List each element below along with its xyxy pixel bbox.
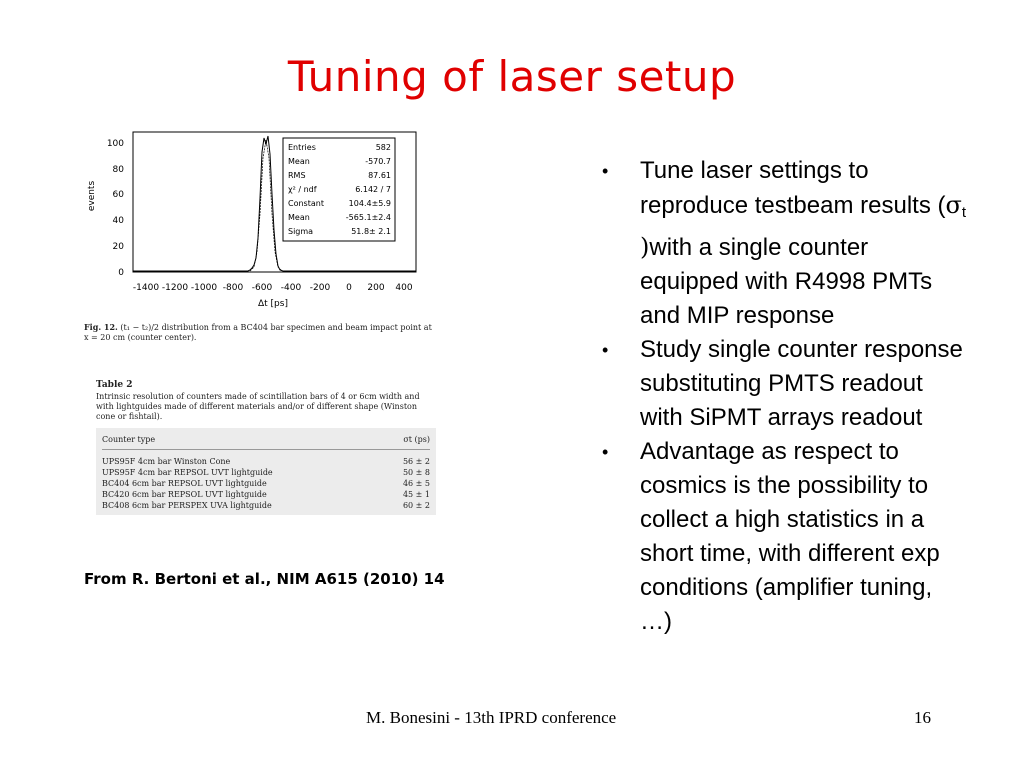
col-counter-type: Counter type bbox=[102, 435, 156, 444]
x-tick: -1400 bbox=[132, 283, 160, 293]
x-tick: 200 bbox=[367, 283, 385, 293]
cell-sigma: 56 ± 2 bbox=[402, 457, 430, 466]
cell-type: BC404 6cm bar REPSOL UVT lightguide bbox=[102, 479, 267, 488]
table-rows bbox=[102, 450, 430, 511]
stat-value: 6.142 / 7 bbox=[355, 185, 391, 194]
stat-value: 87.61 bbox=[368, 171, 391, 180]
resolution-table bbox=[96, 380, 436, 528]
x-axis-label: Δt [ps] bbox=[258, 299, 288, 309]
table-title: Table 2 bbox=[96, 380, 133, 390]
sigma-symbol: σ bbox=[945, 191, 962, 219]
bullet-item bbox=[600, 333, 1000, 435]
y-tick: 20 bbox=[112, 242, 124, 252]
stat-label: Entries bbox=[288, 143, 316, 152]
page-number: 16 bbox=[914, 708, 931, 727]
sigma-subscript: t bbox=[961, 204, 967, 221]
stats-box bbox=[283, 138, 395, 241]
bullet-text-part: with a single counter equipped with R4998 PMTs and MIP response bbox=[640, 234, 933, 329]
x-tick: -200 bbox=[309, 283, 331, 293]
table-description: Intrinsic resolution of counters made of scintillation bars of 4 or 6cm width and with lightguides made of different materials and/or of different shape (Winston cone or fishtail). bbox=[96, 392, 420, 421]
col-sigma: σt (ps) bbox=[403, 435, 430, 444]
gaussian-fit bbox=[250, 140, 282, 271]
stat-label: Mean bbox=[288, 157, 310, 166]
bullet-list bbox=[600, 154, 1000, 639]
cell-type: UPS95F 4cm bar Winston Cone bbox=[102, 457, 231, 466]
figure-caption-text: (t₁ − t₂)/2 distribution from a BC404 bar specimen and beam impact point at x = 20 cm (counter center). bbox=[84, 323, 432, 342]
stat-value: 51.8± 2.1 bbox=[351, 227, 391, 236]
x-tick: -1200 bbox=[161, 283, 189, 293]
bullet-marker: • bbox=[602, 442, 609, 462]
stat-label: RMS bbox=[288, 171, 306, 180]
stat-value: -565.1±2.4 bbox=[345, 213, 391, 222]
slide-footer: M. Bonesini - 13th IPRD conference bbox=[366, 708, 617, 727]
x-tick: -400 bbox=[280, 283, 302, 293]
cell-sigma: 45 ± 1 bbox=[402, 490, 430, 499]
cell-type: BC408 6cm bar PERSPEX UVA lightguide bbox=[102, 501, 272, 510]
cell-sigma: 46 ± 5 bbox=[402, 479, 430, 488]
y-tick: 0 bbox=[118, 268, 124, 278]
histogram-figure bbox=[78, 126, 430, 344]
bullet-text: Study single counter response substituting PMTS readout with SiPMT arrays readout bbox=[640, 336, 963, 431]
stat-label: χ² / ndf bbox=[288, 185, 317, 194]
cell-type: UPS95F 4cm bar REPSOL UVT lightguide bbox=[102, 468, 273, 477]
x-tick: -800 bbox=[222, 283, 244, 293]
stat-value: 582 bbox=[375, 143, 391, 152]
figure-caption-label: Fig. 12. bbox=[84, 322, 118, 332]
x-tick: -1000 bbox=[190, 283, 218, 293]
x-tick: -600 bbox=[251, 283, 273, 293]
y-tick: 100 bbox=[106, 139, 124, 149]
bullet-marker: • bbox=[602, 340, 609, 360]
x-tick: 0 bbox=[346, 283, 352, 293]
bullet-text-part: Tune laser settings to reproduce testbeam results ( bbox=[640, 157, 946, 219]
stat-label: Constant bbox=[288, 199, 324, 208]
x-tick: 400 bbox=[395, 283, 413, 293]
x-ticks bbox=[133, 283, 413, 293]
y-tick: 80 bbox=[112, 165, 124, 175]
figure-caption bbox=[84, 322, 434, 343]
table-row bbox=[102, 489, 430, 500]
y-tick: 60 bbox=[112, 190, 124, 200]
table-row bbox=[102, 467, 430, 478]
y-ticks bbox=[107, 139, 124, 278]
y-axis-label: events bbox=[87, 180, 97, 212]
cell-type: BC420 6cm bar REPSOL UVT lightguide bbox=[102, 490, 267, 499]
cell-sigma: 50 ± 8 bbox=[402, 468, 430, 477]
table-row bbox=[102, 456, 430, 467]
table-grid bbox=[96, 428, 436, 515]
bullet-text: Advantage as respect to cosmics is the possibility to collect a high statistics in a short time, with different exp conditions (amplifier tuning, …) bbox=[640, 438, 940, 635]
source-citation: From R. Bertoni et al., NIM A615 (2010) 14 bbox=[84, 570, 445, 588]
bullet-item bbox=[600, 154, 1000, 333]
bullet-item bbox=[600, 435, 1000, 639]
table-row bbox=[102, 500, 430, 511]
bullet-marker: • bbox=[602, 161, 609, 181]
cell-sigma: 60 ± 2 bbox=[402, 501, 430, 510]
table-header bbox=[102, 430, 430, 450]
stat-value: 104.4±5.9 bbox=[348, 199, 391, 208]
stat-label: Mean bbox=[288, 213, 310, 222]
bullet-text bbox=[640, 154, 970, 333]
table-row bbox=[102, 478, 430, 489]
bullet-paren: ) bbox=[640, 233, 650, 261]
stat-value: -570.7 bbox=[365, 157, 391, 166]
stat-label: Sigma bbox=[288, 227, 314, 236]
y-tick: 40 bbox=[112, 216, 124, 226]
slide-title: Tuning of laser setup bbox=[287, 52, 737, 101]
